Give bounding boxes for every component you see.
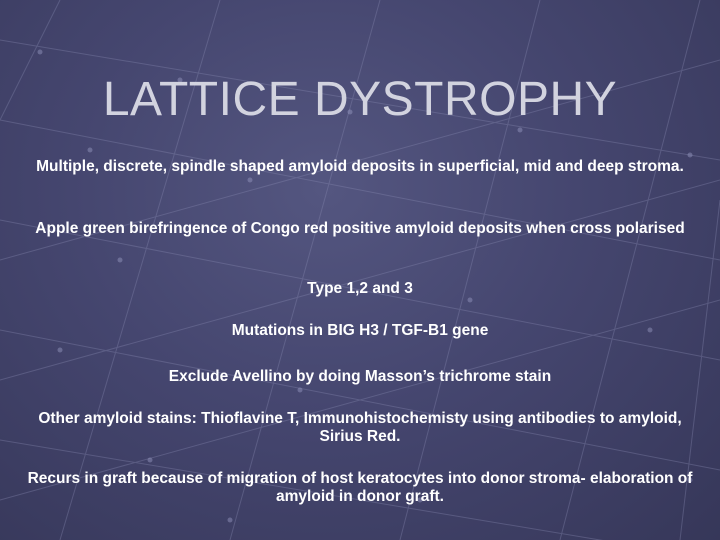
bullet-item: Multiple, discrete, spindle shaped amyloid deposits in superficial, mid and deep stroma. bbox=[36, 158, 684, 175]
slide-title: LATTICE DYSTROPHY bbox=[102, 73, 618, 126]
bullet-item: Other amyloid stains: Thioflavine T, Immunohistochemisty using antibodies to amyloid, Sirius Red. bbox=[38, 410, 682, 445]
bullet-item: Type 1,2 and 3 bbox=[307, 280, 413, 297]
bullet-item: Apple green birefringence of Congo red positive amyloid deposits when cross polarised bbox=[35, 220, 685, 237]
bullet-item: Exclude Avellino by doing Masson’s trichrome stain bbox=[168, 368, 552, 385]
bullet-item: Mutations in BIG H3 / TGF-B1 gene bbox=[231, 322, 489, 339]
bullet-item: Recurs in graft because of migration of host keratocytes into donor stroma- elaboration of amyloid in donor graft. bbox=[27, 470, 693, 505]
